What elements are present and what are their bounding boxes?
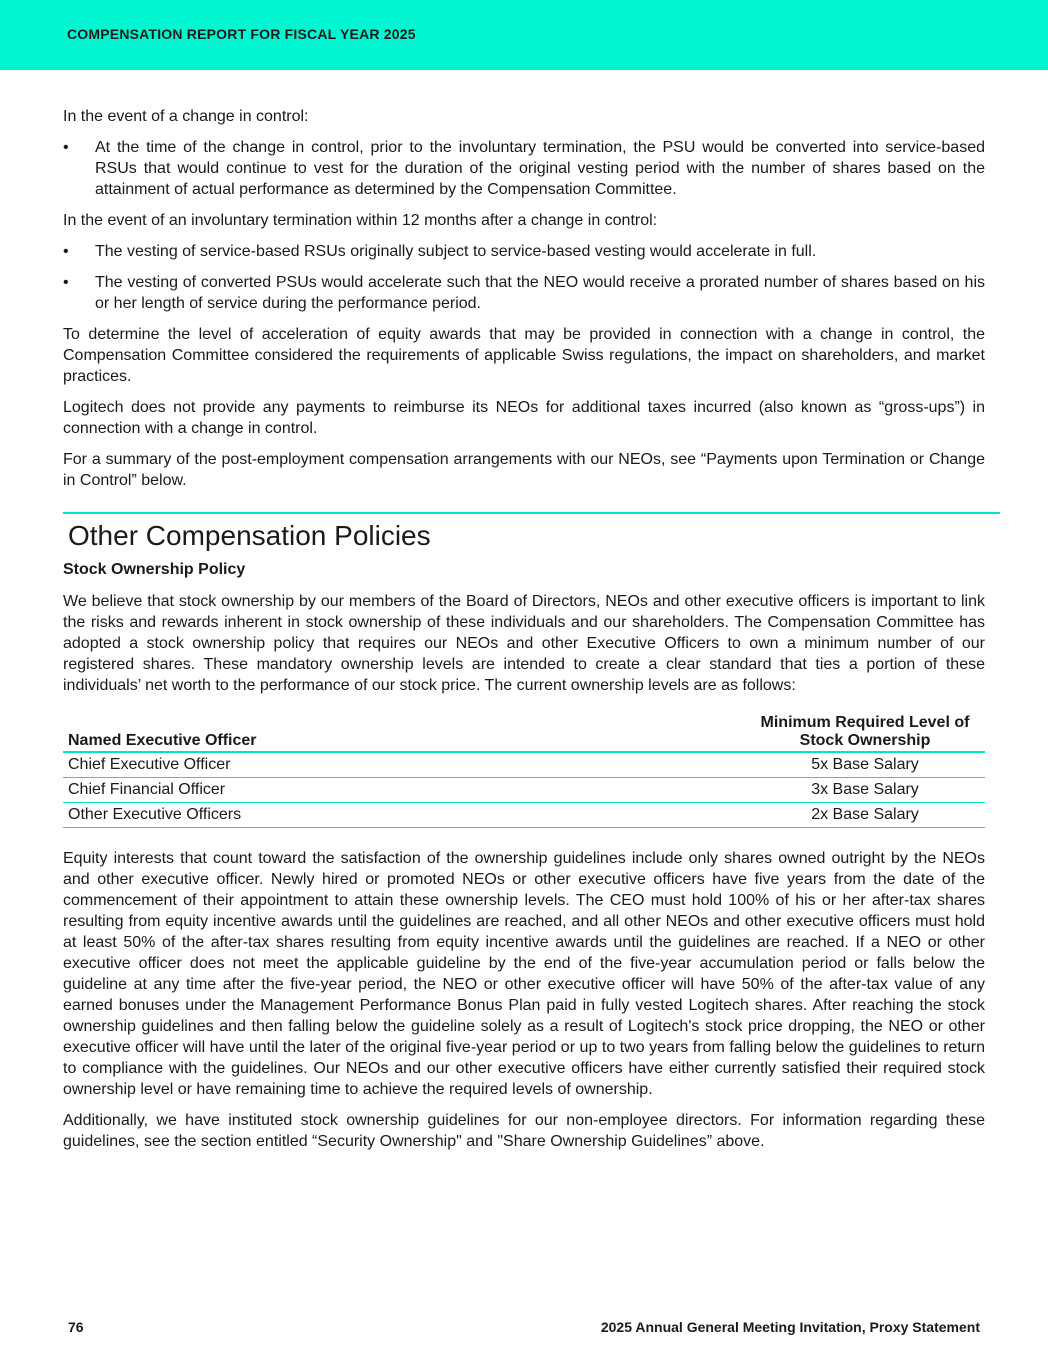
table-header-row bbox=[63, 714, 985, 752]
cic-lead: In the event of a change in control: bbox=[63, 108, 309, 125]
officer-cell: Chief Executive Officer bbox=[63, 752, 745, 778]
list-item bbox=[63, 272, 985, 314]
officer-cell: Other Executive Officers bbox=[63, 803, 745, 828]
bullet-glyph: • bbox=[63, 274, 69, 291]
policy-content bbox=[63, 559, 985, 1162]
column-header-level: Minimum Required Level of Stock Ownership bbox=[745, 714, 985, 752]
bullet-text: The vesting of converted PSUs would accelerate such that the NEO would receive a prorated number of shares based on his or her length of service during the performance period. bbox=[95, 274, 985, 312]
page-number: 76 bbox=[68, 1319, 84, 1335]
intro-content bbox=[63, 106, 985, 501]
header-band bbox=[0, 0, 1048, 70]
termination-bullet-list bbox=[63, 241, 985, 314]
table-row bbox=[63, 778, 985, 803]
acceleration-paragraph: To determine the level of acceleration of equity awards that may be provided in connection with a change in control, the Compensation Committee considered the requirements of applicable Swiss regulations, the impact on shareholders, and market practices. bbox=[63, 326, 985, 385]
list-item bbox=[63, 241, 985, 262]
level-cell: 3x Base Salary bbox=[745, 778, 985, 803]
column-header-officer: Named Executive Officer bbox=[63, 714, 745, 752]
section-header bbox=[63, 512, 1000, 553]
bullet-text: At the time of the change in control, prior to the involuntary termination, the PSU would be converted into service-based RSUs that would continue to vest for the duration of the original vesting period with the number of shares based on the attainment of actual performance as determined by the Compensation Committee. bbox=[95, 139, 985, 198]
termination-lead: In the event of an involuntary termination within 12 months after a change in control: bbox=[63, 212, 658, 229]
cic-bullet-list bbox=[63, 137, 985, 200]
table-row bbox=[63, 803, 985, 828]
report-title: COMPENSATION REPORT FOR FISCAL YEAR 2025 bbox=[67, 26, 416, 42]
equity-interests-paragraph: Equity interests that count toward the satisfaction of the ownership guidelines include only shares owned outright by the NEOs and other executive officer. Newly hired or promoted NEOs or other executive officers have five years from the date of the commencement of their appointment to attain these ownership levels. The CEO must hold 100% of his or her after-tax shares resulting from equity incentive awards until the guidelines are reached, and all other NEOs and other executive officers must hold at least 50% of the after-tax shares resulting from equity incentive awards until the guidelines are reached. If a NEO or other executive officer does not meet the applicable guideline by the end of the five-year accumulation period or falls below the guideline at any time after the five-year period, the NEO or other executive officer will have 50% of the after-tax value of any earned bonuses under the Management Performance Bonus Plan paid in fully vested Logitech shares. After reaching the stock ownership guidelines and then falling below the guideline solely as a result of Logitech's stock price dropping, the NEO or other executive officer will have until the later of the original five-year period or up to two years from falling below the guidelines to return to compliance with the guidelines. Our NEOs and our other executive officers have either currently satisfied their required stock ownership level or have remaining time to achieve the required levels of ownership. bbox=[63, 850, 985, 1098]
ownership-paragraph: We believe that stock ownership by our members of the Board of Directors, NEOs and other executive officers is important to link the risks and rewards inherent in stock ownership of these individuals and our shareholders. The Compensation Committee has adopted a stock ownership policy that requires our NEOs and other Executive Officers to own a minimum number of our registered shares. These mandatory ownership levels are intended to create a clear standard that ties a portion of these individuals’ net worth to the performance of our stock price. The current ownership levels are as follows: bbox=[63, 593, 985, 694]
table-row bbox=[63, 752, 985, 778]
level-cell: 5x Base Salary bbox=[745, 752, 985, 778]
bullet-glyph: • bbox=[63, 139, 69, 156]
section-title: Other Compensation Policies bbox=[68, 520, 431, 551]
bullet-glyph: • bbox=[63, 243, 69, 260]
level-cell: 2x Base Salary bbox=[745, 803, 985, 828]
director-guidelines-paragraph: Additionally, we have instituted stock ownership guidelines for our non-employee directors. For information regarding these guidelines, see the section entitled “Security Ownership" and "Share Ownership Guidelines” above. bbox=[63, 1112, 985, 1150]
officer-cell: Chief Financial Officer bbox=[63, 778, 745, 803]
gross-up-paragraph: Logitech does not provide any payments to reimburse its NEOs for additional taxes incurred (also known as “gross-ups”) in connection with a change in control. bbox=[63, 399, 985, 437]
bullet-text: The vesting of service-based RSUs originally subject to service-based vesting would accelerate in full. bbox=[95, 243, 817, 260]
summary-paragraph: For a summary of the post-employment compensation arrangements with our NEOs, see “Payments upon Termination or Change in Control” below. bbox=[63, 451, 985, 489]
subheading: Stock Ownership Policy bbox=[63, 561, 246, 578]
ownership-table bbox=[63, 714, 985, 828]
document-title: 2025 Annual General Meeting Invitation, Proxy Statement bbox=[600, 1319, 980, 1335]
list-item bbox=[63, 137, 985, 200]
